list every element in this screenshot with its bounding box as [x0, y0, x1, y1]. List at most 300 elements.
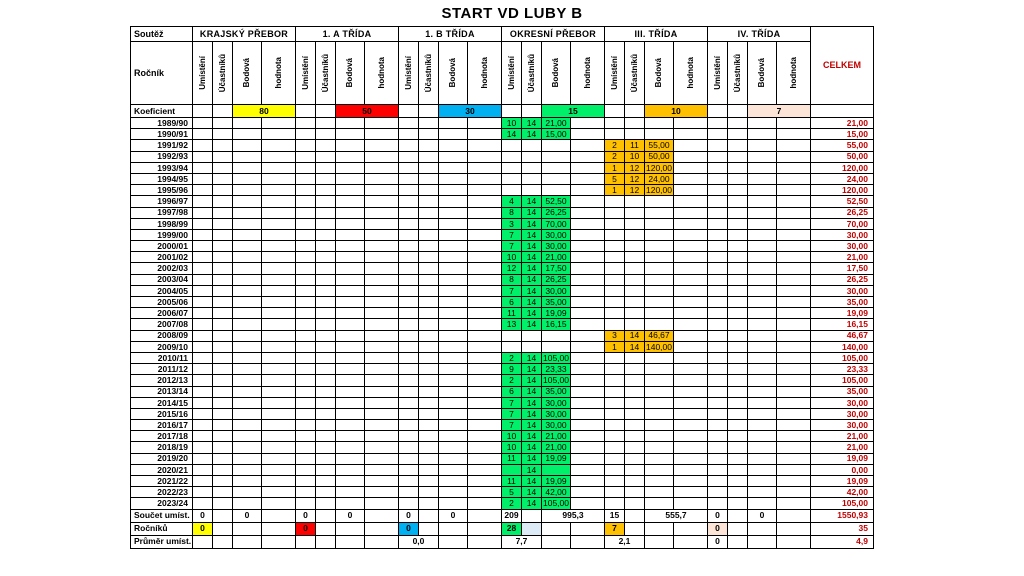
cell-iii-3 [674, 453, 708, 464]
cell-b-1 [419, 241, 439, 252]
cell-b-1 [419, 151, 439, 162]
cell-kp-0 [193, 431, 213, 442]
table-row [131, 274, 874, 285]
cell-b-3 [468, 397, 502, 408]
cell-op-2 [542, 341, 571, 352]
row-total: 17,50 [811, 263, 874, 274]
group-krajsky-prebor: KRAJSKÝ PŘEBOR [193, 27, 296, 42]
cell-kp-3 [262, 263, 296, 274]
soucet-kp-bodova: 0 [233, 509, 262, 522]
cell-iii-2 [645, 218, 674, 229]
cell-kp-0 [193, 173, 213, 184]
koef-iii-ucastniku [625, 105, 645, 118]
cell-kp-2 [233, 386, 262, 397]
cell-b-2 [439, 207, 468, 218]
cell-op-0: 2 [502, 352, 522, 363]
cell-op-1: 14 [522, 352, 542, 363]
row-year: 1999/00 [131, 229, 193, 240]
row-year: 2020/21 [131, 464, 193, 475]
cell-b-3 [468, 364, 502, 375]
soucet-iii-bodova: 555,7 [645, 509, 708, 522]
cell-kp-3 [262, 140, 296, 151]
cell-b-1 [419, 341, 439, 352]
cell-a-3 [365, 308, 399, 319]
prumer-celkem: 4,9 [811, 535, 874, 548]
subheader-iii-umisteni: Umístění [605, 42, 625, 105]
cell-iii-2: 120,00 [646, 184, 672, 195]
table-row [131, 397, 874, 408]
cell-kp-2 [233, 330, 262, 341]
cell-a-0 [296, 341, 316, 352]
cell-b-1 [419, 308, 439, 319]
cell-iv-3 [777, 285, 811, 296]
cell-a-0 [296, 397, 316, 408]
cell-iv-1 [728, 498, 748, 509]
cell-iii-0 [605, 498, 625, 509]
cell-a-1 [316, 487, 336, 498]
cell-kp-3 [262, 442, 296, 453]
soucet-b-bodova: 0 [439, 509, 468, 522]
cell-op-2: 26,25 [542, 207, 571, 218]
cell-a-2 [336, 207, 365, 218]
cell-b-0 [399, 375, 419, 386]
cell-b-3 [468, 420, 502, 431]
cell-b-0 [399, 431, 419, 442]
table-row [131, 442, 874, 453]
cell-iv-3 [777, 308, 811, 319]
prumer-iv-b [728, 535, 748, 548]
cell-kp-0 [193, 442, 213, 453]
cell-op-3 [571, 129, 605, 140]
cell-op-3 [571, 476, 605, 487]
cell-b-1 [419, 476, 439, 487]
cell-iv-2 [748, 464, 777, 475]
cell-iii-1 [625, 464, 645, 475]
soucet-kp-umisteni: 0 [193, 509, 213, 522]
koef-a-ucastniku [316, 105, 336, 118]
rocniku-celkem: 35 [811, 522, 874, 535]
cell-a-0 [296, 498, 316, 509]
cell-iii-2 [645, 241, 674, 252]
cell-kp-2 [233, 319, 262, 330]
cell-op-3 [571, 420, 605, 431]
cell-iii-1 [625, 308, 645, 319]
cell-op-0: 7 [502, 285, 522, 296]
header-rocnik: Ročník [131, 42, 193, 105]
cell-op-0: 5 [502, 487, 522, 498]
cell-b-1 [419, 140, 439, 151]
row-total: 42,00 [811, 487, 874, 498]
cell-kp-2 [233, 352, 262, 363]
soucet-a-umisteni: 0 [296, 509, 316, 522]
cell-iv-2 [748, 352, 777, 363]
rocniku-op: 28 [502, 522, 522, 535]
table-row [131, 420, 874, 431]
cell-b-2 [439, 118, 468, 129]
cell-kp-3 [262, 285, 296, 296]
cell-op-1: 14 [522, 118, 542, 129]
cell-iv-0 [708, 129, 728, 140]
prumer-op-c [542, 535, 571, 548]
cell-b-2 [439, 196, 468, 207]
cell-kp-2 [233, 464, 262, 475]
cell-iii-2 [645, 408, 674, 419]
cell-iv-0 [708, 453, 728, 464]
cell-op-3 [571, 241, 605, 252]
rocniku-iii-c [645, 522, 674, 535]
cell-kp-3 [262, 364, 296, 375]
cell-b-0 [399, 274, 419, 285]
table-row [131, 297, 874, 308]
cell-iii-3 [674, 285, 708, 296]
cell-kp-2 [233, 241, 262, 252]
cell-kp-1 [213, 330, 233, 341]
row-year: 2014/15 [131, 397, 193, 408]
cell-a-0 [296, 263, 316, 274]
cell-kp-1 [213, 408, 233, 419]
cell-a-2 [336, 285, 365, 296]
rocniku-iv-c [748, 522, 777, 535]
cell-b-0 [399, 408, 419, 419]
cell-a-1 [316, 140, 336, 151]
cell-kp-3 [262, 408, 296, 419]
cell-iv-1 [728, 207, 748, 218]
cell-iv-2 [748, 162, 777, 173]
cell-iii-1 [625, 375, 645, 386]
cell-op-0: 2 [502, 375, 522, 386]
cell-kp-1 [213, 297, 233, 308]
cell-iii-2 [645, 442, 674, 453]
cell-iv-1 [728, 185, 748, 196]
soucet-kp-ucastniku [213, 509, 233, 522]
cell-op-3 [571, 229, 605, 240]
row-total: 19,09 [811, 453, 874, 464]
cell-op-2 [542, 173, 571, 184]
cell-op-3 [571, 487, 605, 498]
row-total: 120,00 [811, 162, 874, 173]
cell-op-1: 14 [522, 386, 542, 397]
cell-a-1 [316, 453, 336, 464]
cell-kp-0 [193, 263, 213, 274]
cell-op-0: 6 [502, 297, 522, 308]
cell-iii-2 [645, 118, 674, 129]
cell-kp-2 [233, 364, 262, 375]
cell-b-3 [468, 173, 502, 184]
cell-op-3 [571, 218, 605, 229]
cell-b-0 [399, 129, 419, 140]
prumer-iii: 2,1 [605, 535, 645, 548]
cell-op-0 [502, 185, 522, 196]
cell-a-3 [365, 386, 399, 397]
cell-a-3 [365, 487, 399, 498]
cell-iii-3 [674, 274, 708, 285]
cell-kp-2 [233, 285, 262, 296]
cell-iv-2 [748, 453, 777, 464]
cell-a-0 [296, 352, 316, 363]
cell-a-2 [336, 173, 365, 184]
rocniku-a-c [336, 522, 365, 535]
table-row [131, 140, 874, 151]
cell-b-0 [399, 476, 419, 487]
cell-a-0 [296, 185, 316, 196]
subheader-b-ucastniku: Účastníků [419, 42, 439, 105]
cell-kp-1 [213, 218, 233, 229]
cell-iv-0 [708, 118, 728, 129]
rocniku-kp-c [233, 522, 262, 535]
table-row [131, 118, 874, 129]
cell-op-3 [571, 297, 605, 308]
cell-iv-1 [728, 375, 748, 386]
cell-iii-2 [645, 252, 674, 263]
prumer-b: 0,0 [399, 535, 439, 548]
cell-a-2 [336, 118, 365, 129]
cell-b-0 [399, 319, 419, 330]
cell-b-3 [468, 498, 502, 509]
cell-b-2 [439, 185, 468, 196]
cell-kp-0 [193, 207, 213, 218]
cell-a-0 [296, 453, 316, 464]
cell-b-2 [439, 319, 468, 330]
cell-iii-3 [674, 118, 708, 129]
cell-kp-1 [213, 341, 233, 352]
cell-op-2: 26,25 [542, 274, 571, 285]
subheader-b-umisteni: Umístění [399, 42, 419, 105]
cell-kp-0 [193, 330, 213, 341]
cell-op-2: 35,00 [542, 386, 571, 397]
cell-iv-1 [728, 408, 748, 419]
cell-op-3 [571, 431, 605, 442]
cell-iv-1 [728, 442, 748, 453]
cell-op-2: 17,50 [542, 263, 571, 274]
cell-iii-1 [625, 263, 645, 274]
cell-kp-3 [262, 487, 296, 498]
cell-iii-0 [605, 319, 625, 330]
row-year: 2005/06 [131, 297, 193, 308]
cell-b-0 [399, 308, 419, 319]
cell-iv-1 [728, 420, 748, 431]
row-year: 2018/19 [131, 442, 193, 453]
cell-iv-2 [748, 308, 777, 319]
cell-iv-2 [748, 397, 777, 408]
cell-b-0 [399, 498, 419, 509]
cell-iv-2 [748, 140, 777, 151]
row-total: 26,25 [811, 207, 874, 218]
cell-iv-2 [748, 285, 777, 296]
cell-b-2 [439, 229, 468, 240]
cell-kp-2 [233, 341, 262, 352]
cell-iv-0 [708, 285, 728, 296]
koef-iv-umisteni [708, 105, 728, 118]
subheader-b-hodnota: hodnota [468, 42, 502, 105]
cell-iv-3 [777, 252, 811, 263]
cell-iv-3 [777, 207, 811, 218]
subheader-a-bodova: Bodová [336, 42, 365, 105]
koef-kp-ucastniku [213, 105, 233, 118]
cell-op-0: 7 [502, 241, 522, 252]
row-total: 30,00 [811, 420, 874, 431]
table-row [131, 241, 874, 252]
cell-b-0 [399, 173, 419, 184]
koef-op-ucastniku [522, 105, 542, 118]
cell-iii-3 [674, 476, 708, 487]
cell-b-1 [419, 442, 439, 453]
cell-b-0 [399, 352, 419, 363]
cell-kp-1 [213, 241, 233, 252]
cell-a-3 [365, 397, 399, 408]
cell-b-1 [419, 453, 439, 464]
row-total: 30,00 [811, 241, 874, 252]
cell-b-0 [399, 420, 419, 431]
cell-a-2 [336, 229, 365, 240]
table-header-groups [131, 27, 874, 42]
cell-iii-1 [625, 252, 645, 263]
subheader-op-umisteni: Umístění [502, 42, 522, 105]
prumer-iv: 0 [708, 535, 728, 548]
subheader-iv-hodnota: hodnota [777, 42, 811, 105]
cell-iv-0 [708, 308, 728, 319]
cell-kp-3 [262, 308, 296, 319]
cell-iv-0 [708, 297, 728, 308]
cell-b-3 [468, 476, 502, 487]
cell-iv-0 [708, 442, 728, 453]
cell-kp-1 [213, 185, 233, 196]
cell-op-0 [502, 330, 522, 341]
cell-a-2 [336, 140, 365, 151]
koeficient-label: Koeficient [131, 105, 193, 118]
cell-kp-3 [262, 218, 296, 229]
table-row [131, 364, 874, 375]
cell-a-3 [365, 498, 399, 509]
cell-kp-2 [233, 252, 262, 263]
cell-b-1 [419, 464, 439, 475]
cell-b-1 [419, 118, 439, 129]
cell-iii-2: 24,00 [645, 173, 674, 184]
cell-op-1: 14 [522, 464, 542, 475]
cell-op-1 [522, 341, 542, 352]
cell-iii-0 [605, 420, 625, 431]
cell-kp-0 [193, 218, 213, 229]
koef-a-bodova: 50 [336, 105, 399, 118]
cell-kp-1 [213, 420, 233, 431]
cell-op-2: 105,00 [543, 498, 569, 509]
prumer-kp-d [262, 535, 296, 548]
cell-a-2 [336, 241, 365, 252]
cell-b-2 [439, 252, 468, 263]
cell-op-0: 2 [502, 498, 522, 509]
cell-iv-1 [728, 319, 748, 330]
cell-iv-2 [748, 196, 777, 207]
cell-iv-1 [728, 151, 748, 162]
cell-kp-1 [213, 375, 233, 386]
cell-a-3 [365, 464, 399, 475]
cell-iii-0 [605, 487, 625, 498]
subheader-kp-ucastniku: Účastníků [213, 42, 233, 105]
cell-iii-1 [625, 319, 645, 330]
cell-kp-2 [233, 308, 262, 319]
cell-iii-3 [674, 140, 708, 151]
cell-iv-1 [728, 252, 748, 263]
cell-kp-1 [213, 129, 233, 140]
cell-iii-1 [625, 431, 645, 442]
cell-op-3 [571, 308, 605, 319]
cell-b-0 [399, 118, 419, 129]
cell-op-2: 21,00 [542, 118, 571, 129]
cell-iv-2 [748, 319, 777, 330]
cell-kp-1 [213, 453, 233, 464]
cell-iv-0 [708, 207, 728, 218]
cell-a-1 [316, 431, 336, 442]
cell-iii-3 [674, 408, 708, 419]
cell-b-2 [439, 498, 468, 509]
cell-kp-2 [233, 408, 262, 419]
cell-kp-0 [193, 140, 213, 151]
cell-b-2 [439, 408, 468, 419]
cell-a-3 [365, 173, 399, 184]
cell-op-3 [571, 162, 605, 173]
cell-iv-0 [708, 274, 728, 285]
cell-iii-1 [625, 241, 645, 252]
cell-iii-2 [645, 420, 674, 431]
cell-iv-2 [748, 330, 777, 341]
row-year: 2012/13 [131, 375, 193, 386]
table-row [131, 330, 874, 341]
prumer-a-c [336, 535, 365, 548]
cell-a-2 [336, 263, 365, 274]
subheader-b-bodova: Bodová [439, 42, 468, 105]
cell-iii-2 [645, 129, 674, 140]
cell-b-3 [468, 431, 502, 442]
row-total: 19,09 [811, 476, 874, 487]
cell-b-2 [439, 487, 468, 498]
cell-iii-1 [625, 386, 645, 397]
cell-iv-1 [728, 386, 748, 397]
subheader-iii-hodnota: hodnota [674, 42, 708, 105]
cell-a-0 [296, 319, 316, 330]
soucet-op-bodova: 995,3 [542, 509, 605, 522]
cell-a-2 [336, 420, 365, 431]
cell-iv-1 [728, 476, 748, 487]
cell-kp-2 [233, 375, 262, 386]
cell-b-2 [439, 453, 468, 464]
row-year: 2007/08 [131, 319, 193, 330]
cell-b-2 [439, 431, 468, 442]
cell-kp-2 [233, 173, 262, 184]
cell-iii-1 [625, 352, 645, 363]
cell-op-3 [571, 352, 605, 363]
cell-kp-2 [233, 162, 262, 173]
table-row [131, 151, 874, 162]
cell-b-3 [468, 442, 502, 453]
cell-iv-1 [728, 453, 748, 464]
cell-a-0 [296, 207, 316, 218]
soucet-op-ucastniku [522, 509, 542, 522]
cell-iii-0 [605, 218, 625, 229]
cell-op-3 [571, 196, 605, 207]
cell-a-2 [336, 196, 365, 207]
cell-b-1 [419, 420, 439, 431]
row-year: 2023/24 [131, 498, 193, 509]
cell-b-2 [439, 129, 468, 140]
cell-iii-1 [625, 397, 645, 408]
cell-kp-0 [193, 151, 213, 162]
cell-kp-0 [193, 352, 213, 363]
cell-iv-0 [708, 185, 728, 196]
cell-a-3 [365, 341, 399, 352]
cell-iii-3 [674, 308, 708, 319]
cell-op-1: 14 [522, 420, 542, 431]
cell-b-0 [399, 151, 419, 162]
cell-b-3 [468, 162, 502, 173]
